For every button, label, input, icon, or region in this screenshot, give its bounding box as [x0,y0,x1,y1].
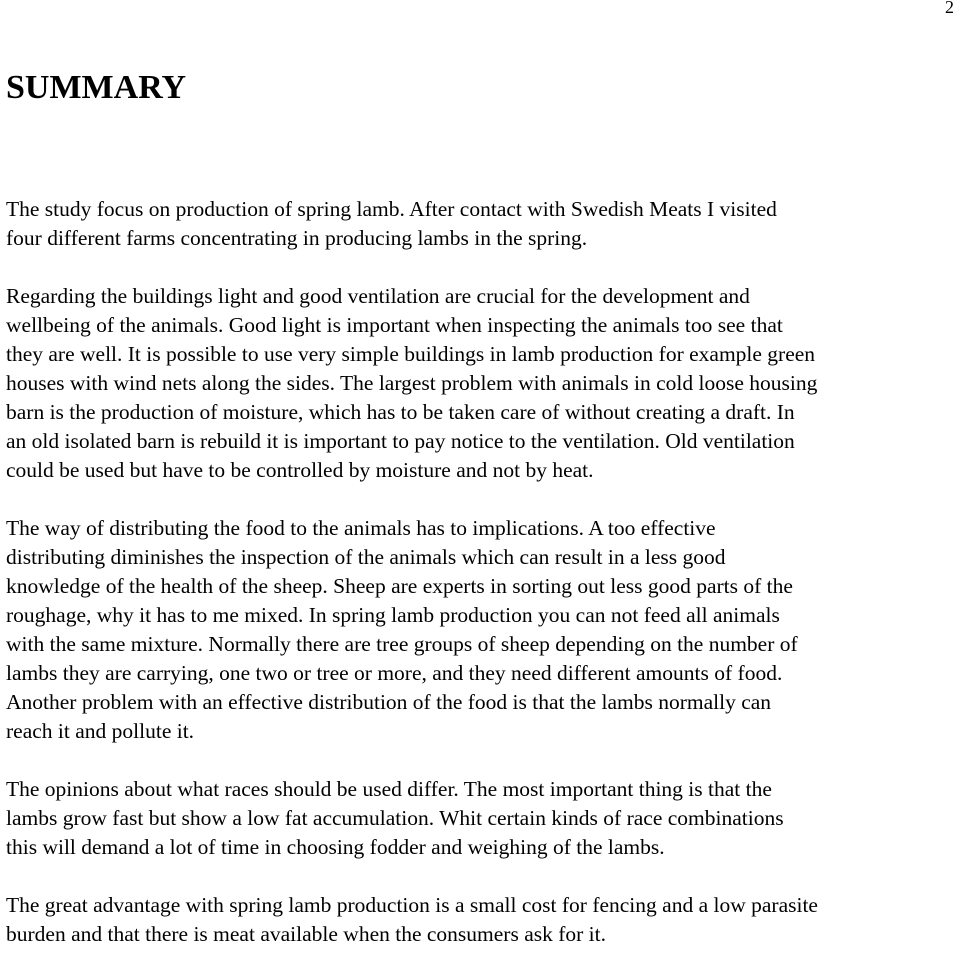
text-line: The study focus on production of spring lamb. After contact with Swedish Meats I visited [6,197,777,221]
text-line: burden and that there is meat available when the consumers ask for it. [6,922,607,946]
paragraph-races [6,775,960,862]
text-line: Another problem with an effective distribution of the food is that the lambs normally can [6,690,772,714]
text-line: distributing diminishes the inspection of the animals which can result in a less good [6,545,726,569]
summary-body [6,195,960,978]
text-line: reach it and pollute it. [6,719,195,743]
text-line: barn is the production of moisture, which has to be taken care of without creating a draft. In [6,400,795,424]
text-line: four different farms concentrating in producing lambs in the spring. [6,226,588,250]
text-line: could be used but have to be controlled by moisture and not by heat. [6,458,594,482]
text-line: houses with wind nets along the sides. The largest problem with animals in cold loose housing [6,371,818,395]
text-line: lambs grow fast but show a low fat accumulation. Whit certain kinds of race combinations [6,806,784,830]
page-number: 2 [945,0,954,17]
text-line: they are well. It is possible to use very simple buildings in lamb production for example green [6,342,816,366]
text-line: roughage, why it has to me mixed. In spring lamb production you can not feed all animals [6,603,780,627]
paragraph-study-focus [6,195,960,253]
text-line: this will demand a lot of time in choosing fodder and weighing of the lambs. [6,835,665,859]
page-title: SUMMARY [6,69,187,106]
paragraph-advantage [6,891,960,949]
text-line: an old isolated barn is rebuild it is important to pay notice to the ventilation. Old ventilation [6,429,795,453]
paragraph-buildings [6,282,960,485]
text-line: knowledge of the health of the sheep. Sheep are experts in sorting out less good parts of the [6,574,793,598]
text-line: with the same mixture. Normally there are tree groups of sheep depending on the number of [6,632,798,656]
text-line: The great advantage with spring lamb production is a small cost for fencing and a low parasite [6,893,818,917]
text-line: The opinions about what races should be used differ. The most important thing is that the [6,777,772,801]
text-line: The way of distributing the food to the animals has to implications. A too effective [6,516,716,540]
text-line: Regarding the buildings light and good ventilation are crucial for the development and [6,284,750,308]
text-line: wellbeing of the animals. Good light is important when inspecting the animals too see that [6,313,783,337]
text-line: lambs they are carrying, one two or tree or more, and they need different amounts of food. [6,661,783,685]
paragraph-food-distribution [6,514,960,746]
